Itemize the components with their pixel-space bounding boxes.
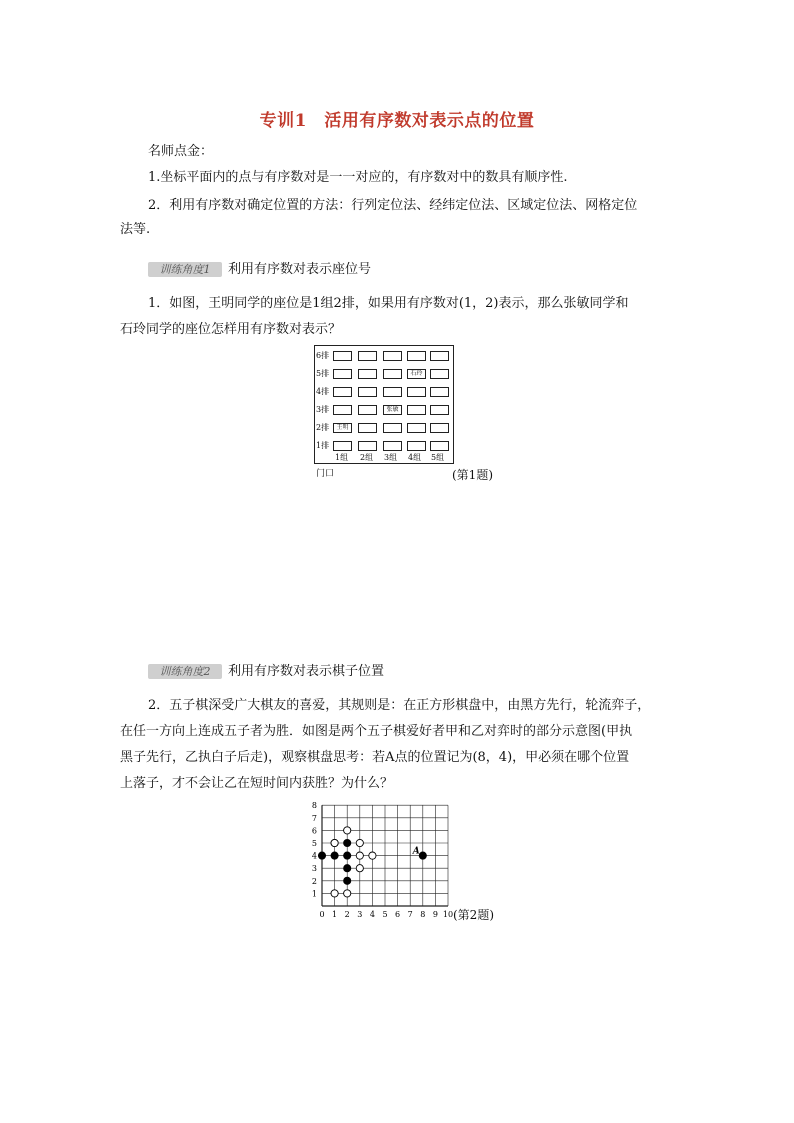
seat xyxy=(430,405,449,415)
seat xyxy=(358,441,377,451)
figure-1-caption: (第1题) xyxy=(452,468,493,482)
white-stone xyxy=(356,865,363,872)
figure-2-caption: (第2题) xyxy=(453,908,494,922)
y-tick-label: 3 xyxy=(311,864,317,874)
col-label: 1组 xyxy=(335,453,349,462)
seat xyxy=(383,441,402,451)
q1-line-2: 石玲同学的座位怎样用有序数对表示？ xyxy=(120,322,342,337)
seat xyxy=(430,387,449,397)
y-tick-label: 1 xyxy=(311,889,317,899)
seat xyxy=(333,351,352,361)
row-label: 3排 xyxy=(316,405,330,414)
tips-line-2a: 2．利用有序数对确定位置的方法：行列定位法、经纬定位法、区域定位法、网格定位 xyxy=(148,198,638,213)
gomoku-board xyxy=(306,798,466,922)
x-tick-label: 5 xyxy=(382,910,388,919)
page-title: 专训1 活用有序数对表示点的位置 xyxy=(259,111,535,131)
white-stone xyxy=(369,852,376,859)
seat xyxy=(407,351,426,361)
tips-heading: 名师点金： xyxy=(148,144,214,159)
seat xyxy=(358,405,377,415)
x-tick-label: 8 xyxy=(420,910,426,919)
q2-line-3: 黑子先行，乙执白子后走)，观察棋盘思考：若A点的位置记为(8，4)，甲必须在哪个位置 xyxy=(120,750,630,765)
x-tick-label: 7 xyxy=(407,910,413,919)
seat xyxy=(383,351,402,361)
seat xyxy=(358,387,377,397)
x-tick-label: 0 xyxy=(319,910,325,919)
black-stone xyxy=(331,852,338,859)
seat xyxy=(430,369,449,379)
door-label: 门口 xyxy=(316,469,335,479)
seat xyxy=(430,423,449,433)
col-label: 2组 xyxy=(360,453,374,462)
section-2-header xyxy=(148,660,384,684)
tips-line-1: 1.坐标平面内的点与有序数对是一一对应的，有序数对中的数具有顺序性. xyxy=(148,170,568,185)
x-tick-label: 4 xyxy=(369,910,375,919)
seat xyxy=(407,423,426,433)
seat xyxy=(430,351,449,361)
seat xyxy=(358,351,377,361)
y-tick-label: 4 xyxy=(311,851,317,861)
tips-line-2b: 法等. xyxy=(120,222,151,237)
seat-shi: 石玲 xyxy=(407,369,426,379)
white-stone xyxy=(356,839,363,846)
col-label: 4组 xyxy=(408,453,422,462)
board-grid xyxy=(322,805,448,906)
y-tick-label: 6 xyxy=(311,826,317,836)
seat-diagram xyxy=(314,345,454,464)
seat xyxy=(407,405,426,415)
y-tick-label: 2 xyxy=(311,876,317,886)
row-label: 2排 xyxy=(316,423,330,432)
black-stone xyxy=(344,865,351,872)
seat-zhang: 张敏 xyxy=(383,405,402,415)
white-stone xyxy=(331,890,338,897)
x-tick-label: 6 xyxy=(395,910,401,919)
section-2-tag: 训练角度2 xyxy=(148,664,222,679)
seat xyxy=(333,387,352,397)
seat xyxy=(407,387,426,397)
black-stone xyxy=(318,852,325,859)
white-stone xyxy=(356,852,363,859)
seat xyxy=(407,441,426,451)
q1-line-1: 1．如图，王明同学的座位是1组2排，如果用有序数对(1，2)表示，那么张敏同学和 xyxy=(148,296,629,311)
seat xyxy=(383,369,402,379)
q2-line-1: 2．五子棋深受广大棋友的喜爱，其规则是：在正方形棋盘中，由黑方先行，轮流弈子， xyxy=(148,698,651,713)
seat xyxy=(430,441,449,451)
y-tick-label: 5 xyxy=(311,839,317,848)
black-stone xyxy=(419,852,426,859)
point-label-a: A xyxy=(412,846,420,857)
section-1-label: 利用有序数对表示座位号 xyxy=(228,262,372,277)
seat xyxy=(333,369,352,379)
y-tick-label: 7 xyxy=(311,813,317,823)
section-1-tag: 训练角度1 xyxy=(148,262,222,277)
x-tick-label: 3 xyxy=(357,910,363,919)
section-2-label: 利用有序数对表示棋子位置 xyxy=(228,664,385,679)
q2-line-2: 在任一方向上连成五子者为胜．如图是两个五子棋爱好者甲和乙对弈时的部分示意图(甲执 xyxy=(120,724,633,739)
black-stone xyxy=(344,852,351,859)
col-label: 3组 xyxy=(384,453,398,462)
x-tick-label: 9 xyxy=(432,910,438,919)
row-label: 4排 xyxy=(316,387,330,396)
seat xyxy=(333,441,352,451)
seat xyxy=(358,369,377,379)
seat xyxy=(383,423,402,433)
board-ticks xyxy=(312,801,453,919)
white-stone xyxy=(331,839,338,846)
y-tick-label: 8 xyxy=(311,801,317,811)
x-tick-label: 1 xyxy=(332,910,338,919)
q2-line-4: 上落子，才不会让乙在短时间内获胜？为什么？ xyxy=(120,776,394,791)
seat xyxy=(358,423,377,433)
black-stone xyxy=(344,839,351,846)
row-label: 1排 xyxy=(316,441,330,450)
x-tick-label: 10 xyxy=(442,910,454,919)
seat xyxy=(383,387,402,397)
col-label: 5组 xyxy=(431,453,445,462)
seat xyxy=(333,405,352,415)
black-stone xyxy=(344,877,351,884)
white-stone xyxy=(344,890,351,897)
x-tick-label: 2 xyxy=(344,910,350,919)
row-label: 5排 xyxy=(316,369,330,378)
row-label: 6排 xyxy=(316,351,330,360)
seat-wang: 王明 xyxy=(333,423,352,433)
section-1-header xyxy=(148,258,371,282)
white-stone xyxy=(344,827,351,834)
